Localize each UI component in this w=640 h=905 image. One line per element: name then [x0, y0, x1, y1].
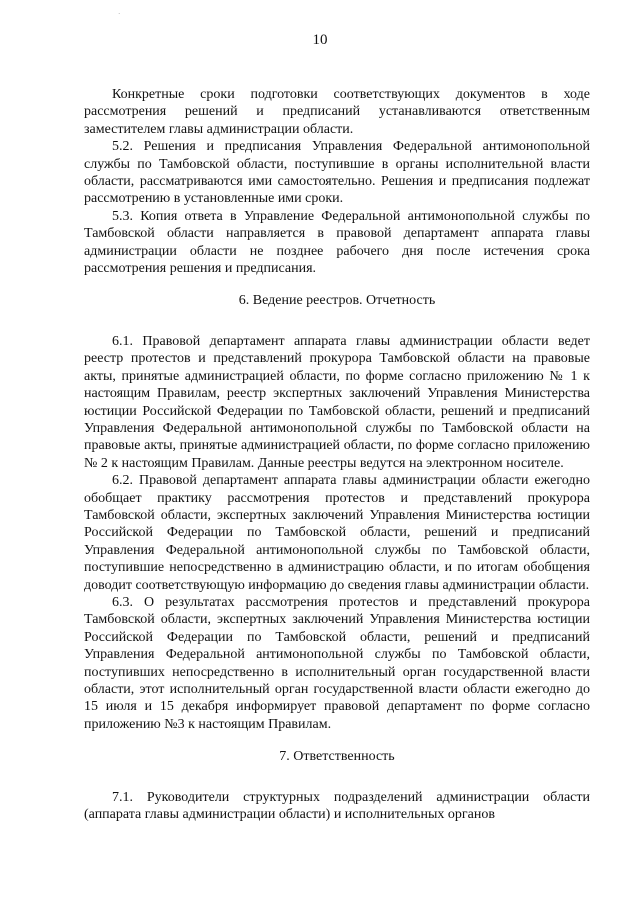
paragraph-5-2: 5.2. Решения и предписания Управления Федеральной антимонопольной службы по Тамбовской области, поступившие в органы исполнительной власти области, рассматриваются ими самостоятельно. Решения и предписания подлежат рассмотрению в установленные ими сроки.: [84, 139, 590, 207]
paragraph-7-1: 7.1. Руководители структурных подразделений администрации области (аппарата главы администрации области) и исполнительных органов: [84, 789, 590, 823]
paragraph-5-3: 5.3. Копия ответа в Управление Федеральной антимонопольной службы по Тамбовской области направляется в правовой департамент аппарата главы администрации области не позднее рабочего дня после истечения срока рассмотрения решения и предписания.: [84, 208, 590, 277]
paragraph-6-2: 6.2. Правовой департамент аппарата главы администрации области ежегодно обобщает практику рассмотрения протестов и представлений прокурора Тамбовской области, экспертных заключений Управления Министерства юстиции Российской Федерации по Тамбовской области, решений и предписаний Управления Федеральной антимонопольной службы по Тамбовской области, поступившие непосредственно в администрацию области, и по итогам обобщения доводит соответствующую информацию до сведения главы администрации области.: [84, 473, 590, 593]
section-6-heading: 6. Ведение реестров. Отчетность: [238, 293, 436, 309]
paragraph-deadlines: Конкретные сроки подготовки соответствующих документов в ходе рассмотрения решений и предписаний устанавливаются ответственным заместителем главы администрации области.: [84, 87, 590, 137]
scan-mark: ·: [118, 10, 121, 18]
body-text: [84, 86, 590, 823]
section-7-heading: 7. Ответственность: [279, 749, 395, 765]
paragraph-6-3: 6.3. О результатах рассмотрения протестов и представлений прокурора Тамбовской области, экспертных заключений Управления Министерства юстиции Российской Федерации по Тамбовской области, решений и предписаний Управления Федеральной антимонопольной службы по Тамбовской области, поступивших непосредственно в исполнительный орган государственной власти области, этот исполнительный орган государственной власти области ежегодно до 15 июля и 15 декабря информирует правовой департамент по форме согласно приложению №3 к настоящим Правилам.: [84, 594, 590, 732]
paragraph-6-1: 6.1. Правовой департамент аппарата главы администрации области ведет реестр протестов и представлений прокурора Тамбовской области на правовые акты, принятые администрацией области, по форме согласно приложению № 1 к настоящим Правилам, реестр экспертных заключений Управления Министерства юстиции Российской Федерации по Тамбовской области, решений и предписаний Управления Федеральной антимонопольной службы по Тамбовской области на правовые акты, принятые администрацией области, по форме согласно приложению № 2 к настоящим Правилам. Данные реестры ведутся на электронном носителе.: [84, 333, 590, 471]
page-number: 10: [312, 32, 328, 48]
